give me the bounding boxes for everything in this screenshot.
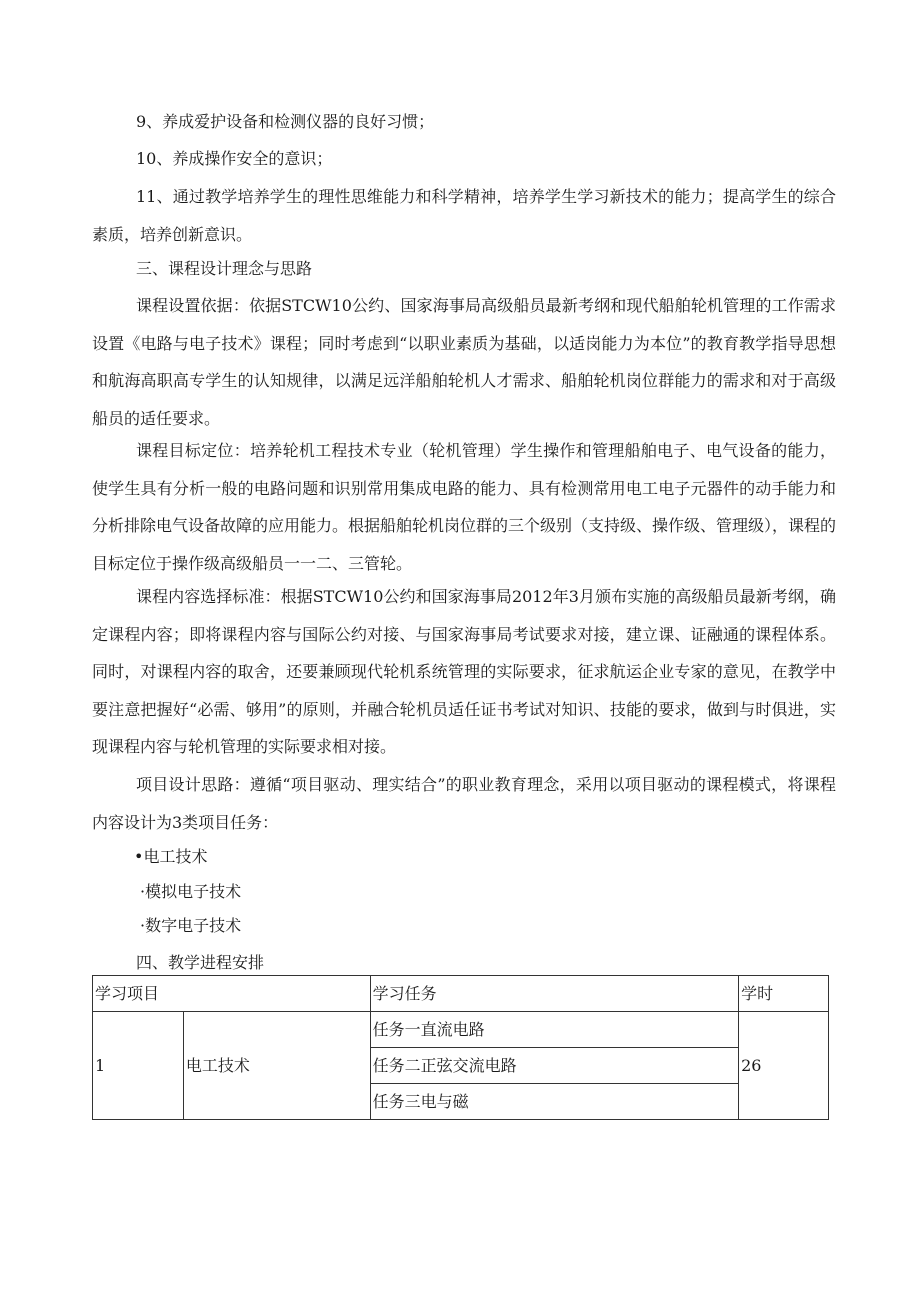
cell-project-no: 1	[93, 1012, 184, 1120]
cell-project-name: 电工技术	[183, 1012, 370, 1120]
paragraph-project-design: 项目设计思路：遵循“项目驱动、理实结合”的职业教育理念，采用以项目驱动的课程模式，将课程内容设计为3类项目任务：	[92, 775, 836, 832]
cell-task: 任务一直流电路	[370, 1012, 738, 1048]
header-task: 学习任务	[370, 976, 738, 1012]
section-heading-3: 三、课程设计理念与思路	[136, 259, 313, 278]
paragraph-course-basis: 课程设置依据：依据STCW10公约、国家海事局高级船员最新考纲和现代船舶轮机管理的工作需求设置《电路与电子技术》课程；同时考虑到“以职业素质为基础，以适岗能力为本位”的教育教学指导思想和航海高职高专学生的认知规律，以满足远洋船舶轮机人才需求、船舶轮机岗位群能力的需求和对于高级船员的适任要求。	[92, 296, 836, 428]
table-row	[93, 1012, 829, 1048]
bullet-item: •电工技术	[134, 847, 208, 866]
list-item-9: 9、养成爱护设备和检测仪器的良好习惯；	[136, 112, 435, 131]
section-heading-4: 四、教学进程安排	[136, 953, 265, 972]
teaching-schedule-table	[92, 975, 829, 1120]
bullet-item: ·数字电子技术	[140, 916, 242, 935]
cell-task: 任务二正弦交流电路	[370, 1048, 738, 1084]
cell-task: 任务三电与磁	[370, 1084, 738, 1120]
list-item-11: 11、通过教学培养学生的理性思维能力和科学精神，培养学生学习新技术的能力；提高学生的综合素质，培养创新意识。	[92, 187, 836, 244]
paragraph-content-standard: 课程内容选择标准：根据STCW10公约和国家海事局2012年3月颁布实施的高级船员最新考纲，确定课程内容；即将课程内容与国际公约对接、与国家海事局考试要求对接，建立课、证融通的课程体系。同时，对课程内容的取舍，还要兼顾现代轮机系统管理的实际要求，征求航运企业专家的意见，在教学中要注意把握好“必需、够用”的原则，并融合轮机员适任证书考试对知识、技能的要求，做到与时俱进，实现课程内容与轮机管理的实际要求相对接。	[92, 587, 836, 756]
list-item-10: 10、养成操作安全的意识；	[136, 149, 333, 168]
paragraph-course-goal: 课程目标定位：培养轮机工程技术专业（轮机管理）学生操作和管理船舶电子、电气设备的能力，使学生具有分析一般的电路问题和识别常用集成电路的能力、具有检测常用电工电子元器件的动手能力和分析排除电气设备故障的应用能力。根据船舶轮机岗位群的三个级别（支持级、操作级、管理级），课程的目标定位于操作级高级船员一一二、三管轮。	[92, 441, 837, 573]
header-hours: 学时	[739, 976, 829, 1012]
table-header-row	[93, 976, 829, 1012]
bullet-item: ·模拟电子技术	[140, 882, 242, 901]
header-project: 学习项目	[93, 976, 371, 1012]
cell-hours: 26	[739, 1012, 829, 1120]
